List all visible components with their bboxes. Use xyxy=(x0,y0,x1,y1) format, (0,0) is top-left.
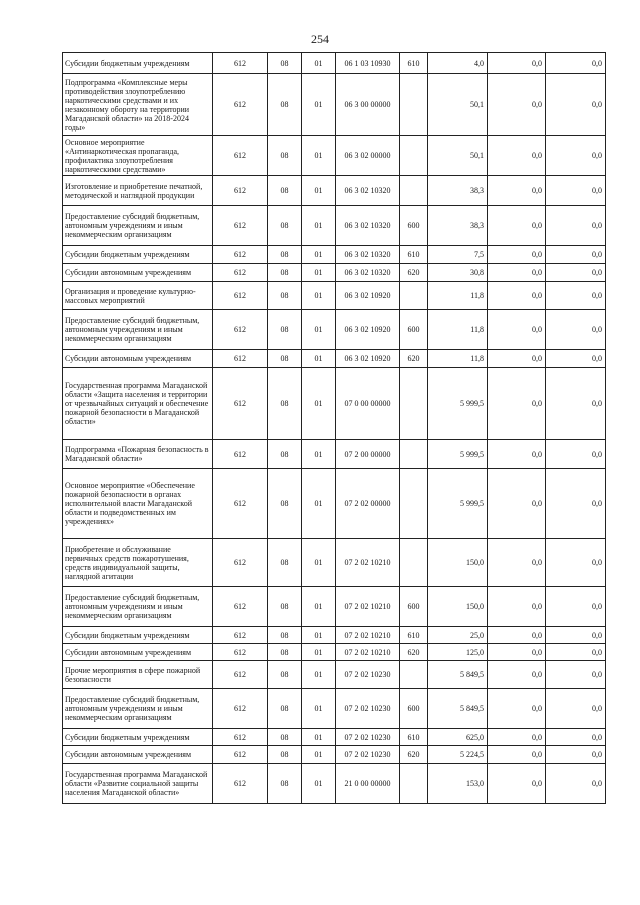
target-article: 06 3 02 10320 xyxy=(336,176,400,206)
amount-year-2: 0,0 xyxy=(488,746,546,764)
expense-type: 600 xyxy=(400,206,428,246)
expense-type: 610 xyxy=(400,729,428,746)
ministry-code: 612 xyxy=(213,746,268,764)
amount-year-1: 5 999,5 xyxy=(428,368,488,440)
expense-type: 600 xyxy=(400,587,428,627)
subsection-code: 01 xyxy=(302,469,336,539)
target-article: 06 3 00 00000 xyxy=(336,74,400,136)
section-code: 08 xyxy=(268,689,302,729)
row-name: Предоставление субсидий бюджетным, автономным учреждениям и иным некоммерческим организациям xyxy=(63,206,213,246)
target-article: 07 2 02 10210 xyxy=(336,587,400,627)
row-name: Подпрограмма «Пожарная безопасность в Магаданской области» xyxy=(63,440,213,469)
table-row xyxy=(63,176,606,206)
amount-year-2: 0,0 xyxy=(488,627,546,644)
ministry-code: 612 xyxy=(213,729,268,746)
target-article: 07 2 02 10230 xyxy=(336,689,400,729)
subsection-code: 01 xyxy=(302,246,336,264)
table-row xyxy=(63,627,606,644)
amount-year-3: 0,0 xyxy=(546,350,606,368)
ministry-code: 612 xyxy=(213,282,268,310)
subsection-code: 01 xyxy=(302,136,336,176)
ministry-code: 612 xyxy=(213,764,268,804)
amount-year-3: 0,0 xyxy=(546,74,606,136)
ministry-code: 612 xyxy=(213,310,268,350)
expense-type xyxy=(400,282,428,310)
expense-type: 620 xyxy=(400,264,428,282)
subsection-code: 01 xyxy=(302,587,336,627)
target-article: 06 3 02 00000 xyxy=(336,136,400,176)
target-article: 07 2 02 00000 xyxy=(336,469,400,539)
section-code: 08 xyxy=(268,469,302,539)
table-row xyxy=(63,206,606,246)
row-name: Государственная программа Магаданской области «Развитие социальной защиты населения Магаданской области» xyxy=(63,764,213,804)
ministry-code: 612 xyxy=(213,440,268,469)
budget-table xyxy=(62,52,606,804)
ministry-code: 612 xyxy=(213,689,268,729)
table-row xyxy=(63,689,606,729)
row-name: Субсидии бюджетным учреждениям xyxy=(63,53,213,74)
ministry-code: 612 xyxy=(213,539,268,587)
expense-type xyxy=(400,176,428,206)
row-name: Субсидии бюджетным учреждениям xyxy=(63,627,213,644)
target-article: 07 2 02 10210 xyxy=(336,627,400,644)
row-name: Прочие мероприятия в сфере пожарной безопасности xyxy=(63,661,213,689)
table-row xyxy=(63,310,606,350)
section-code: 08 xyxy=(268,440,302,469)
subsection-code: 01 xyxy=(302,310,336,350)
target-article: 07 0 00 00000 xyxy=(336,368,400,440)
row-name: Изготовление и приобретение печатной, методической и наглядной продукции xyxy=(63,176,213,206)
row-name: Субсидии автономным учреждениям xyxy=(63,264,213,282)
table-row xyxy=(63,644,606,661)
amount-year-2: 0,0 xyxy=(488,539,546,587)
row-name: Предоставление субсидий бюджетным, автономным учреждениям и иным некоммерческим организациям xyxy=(63,689,213,729)
table-row xyxy=(63,282,606,310)
amount-year-3: 0,0 xyxy=(546,661,606,689)
table-row xyxy=(63,53,606,74)
ministry-code: 612 xyxy=(213,368,268,440)
amount-year-2: 0,0 xyxy=(488,136,546,176)
section-code: 08 xyxy=(268,764,302,804)
subsection-code: 01 xyxy=(302,176,336,206)
subsection-code: 01 xyxy=(302,206,336,246)
table-row xyxy=(63,440,606,469)
row-name: Субсидии автономным учреждениям xyxy=(63,746,213,764)
ministry-code: 612 xyxy=(213,136,268,176)
amount-year-2: 0,0 xyxy=(488,264,546,282)
amount-year-2: 0,0 xyxy=(488,350,546,368)
table-row xyxy=(63,764,606,804)
subsection-code: 01 xyxy=(302,644,336,661)
amount-year-2: 0,0 xyxy=(488,206,546,246)
expense-type xyxy=(400,469,428,539)
expense-type xyxy=(400,764,428,804)
amount-year-1: 4,0 xyxy=(428,53,488,74)
section-code: 08 xyxy=(268,282,302,310)
amount-year-1: 11,8 xyxy=(428,282,488,310)
subsection-code: 01 xyxy=(302,350,336,368)
table-row xyxy=(63,661,606,689)
amount-year-3: 0,0 xyxy=(546,246,606,264)
amount-year-1: 5 849,5 xyxy=(428,689,488,729)
ministry-code: 612 xyxy=(213,53,268,74)
table-row xyxy=(63,368,606,440)
amount-year-2: 0,0 xyxy=(488,282,546,310)
amount-year-2: 0,0 xyxy=(488,644,546,661)
amount-year-1: 150,0 xyxy=(428,539,488,587)
amount-year-1: 30,8 xyxy=(428,264,488,282)
amount-year-2: 0,0 xyxy=(488,310,546,350)
ministry-code: 612 xyxy=(213,661,268,689)
section-code: 08 xyxy=(268,206,302,246)
amount-year-3: 0,0 xyxy=(546,53,606,74)
table-row xyxy=(63,746,606,764)
amount-year-1: 153,0 xyxy=(428,764,488,804)
subsection-code: 01 xyxy=(302,539,336,587)
amount-year-2: 0,0 xyxy=(488,176,546,206)
amount-year-1: 11,8 xyxy=(428,310,488,350)
subsection-code: 01 xyxy=(302,264,336,282)
ministry-code: 612 xyxy=(213,587,268,627)
table-row xyxy=(63,74,606,136)
row-name: Подпрограмма «Комплексные меры противодействия злоупотреблению наркотическими средствами и их незаконному обороту на территории Магаданской области» на 2018-2024 годы» xyxy=(63,74,213,136)
expense-type: 610 xyxy=(400,627,428,644)
amount-year-1: 50,1 xyxy=(428,136,488,176)
subsection-code: 01 xyxy=(302,689,336,729)
amount-year-3: 0,0 xyxy=(546,440,606,469)
target-article: 06 3 02 10320 xyxy=(336,264,400,282)
amount-year-3: 0,0 xyxy=(546,644,606,661)
subsection-code: 01 xyxy=(302,74,336,136)
amount-year-3: 0,0 xyxy=(546,282,606,310)
amount-year-2: 0,0 xyxy=(488,689,546,729)
ministry-code: 612 xyxy=(213,627,268,644)
table-row xyxy=(63,264,606,282)
row-name: Государственная программа Магаданской области «Защита населения и территории от чрезвычайных ситуаций и обеспечение пожарной безопасности в Магаданской области» xyxy=(63,368,213,440)
subsection-code: 01 xyxy=(302,368,336,440)
ministry-code: 612 xyxy=(213,246,268,264)
row-name: Субсидии автономным учреждениям xyxy=(63,350,213,368)
target-article: 07 2 02 10230 xyxy=(336,729,400,746)
target-article: 06 3 02 10920 xyxy=(336,282,400,310)
amount-year-1: 5 999,5 xyxy=(428,469,488,539)
amount-year-2: 0,0 xyxy=(488,440,546,469)
amount-year-1: 25,0 xyxy=(428,627,488,644)
amount-year-3: 0,0 xyxy=(546,627,606,644)
amount-year-3: 0,0 xyxy=(546,310,606,350)
table-row xyxy=(63,729,606,746)
section-code: 08 xyxy=(268,587,302,627)
target-article: 06 1 03 10930 xyxy=(336,53,400,74)
target-article: 07 2 02 10230 xyxy=(336,746,400,764)
amount-year-1: 5 849,5 xyxy=(428,661,488,689)
section-code: 08 xyxy=(268,53,302,74)
subsection-code: 01 xyxy=(302,53,336,74)
row-name: Приобретение и обслуживание первичных средств пожаротушения, средств индивидуальной защиты, наглядной агитации xyxy=(63,539,213,587)
target-article: 06 3 02 10320 xyxy=(336,206,400,246)
ministry-code: 612 xyxy=(213,206,268,246)
section-code: 08 xyxy=(268,136,302,176)
amount-year-3: 0,0 xyxy=(546,539,606,587)
budget-table-body xyxy=(63,53,606,804)
target-article: 07 2 00 00000 xyxy=(336,440,400,469)
expense-type: 620 xyxy=(400,644,428,661)
section-code: 08 xyxy=(268,368,302,440)
section-code: 08 xyxy=(268,729,302,746)
expense-type xyxy=(400,539,428,587)
amount-year-2: 0,0 xyxy=(488,587,546,627)
expense-type xyxy=(400,368,428,440)
subsection-code: 01 xyxy=(302,627,336,644)
expense-type: 610 xyxy=(400,246,428,264)
amount-year-3: 0,0 xyxy=(546,587,606,627)
ministry-code: 612 xyxy=(213,644,268,661)
row-name: Субсидии автономным учреждениям xyxy=(63,644,213,661)
expense-type: 620 xyxy=(400,746,428,764)
section-code: 08 xyxy=(268,661,302,689)
target-article: 21 0 00 00000 xyxy=(336,764,400,804)
ministry-code: 612 xyxy=(213,176,268,206)
expense-type xyxy=(400,661,428,689)
amount-year-3: 0,0 xyxy=(546,176,606,206)
table-row xyxy=(63,587,606,627)
target-article: 07 2 02 10230 xyxy=(336,661,400,689)
page-number: 254 xyxy=(311,32,329,46)
amount-year-1: 7,5 xyxy=(428,246,488,264)
section-code: 08 xyxy=(268,176,302,206)
target-article: 06 3 02 10920 xyxy=(336,350,400,368)
expense-type: 600 xyxy=(400,310,428,350)
amount-year-2: 0,0 xyxy=(488,74,546,136)
amount-year-3: 0,0 xyxy=(546,746,606,764)
amount-year-2: 0,0 xyxy=(488,53,546,74)
amount-year-2: 0,0 xyxy=(488,246,546,264)
amount-year-3: 0,0 xyxy=(546,729,606,746)
section-code: 08 xyxy=(268,539,302,587)
amount-year-2: 0,0 xyxy=(488,368,546,440)
ministry-code: 612 xyxy=(213,264,268,282)
ministry-code: 612 xyxy=(213,469,268,539)
subsection-code: 01 xyxy=(302,746,336,764)
expense-type: 620 xyxy=(400,350,428,368)
table-row xyxy=(63,246,606,264)
expense-type: 600 xyxy=(400,689,428,729)
row-name: Организация и проведение культурно-массовых мероприятий xyxy=(63,282,213,310)
section-code: 08 xyxy=(268,746,302,764)
row-name: Предоставление субсидий бюджетным, автономным учреждениям и иным некоммерческим организациям xyxy=(63,310,213,350)
amount-year-3: 0,0 xyxy=(546,368,606,440)
row-name: Основное мероприятие «Обеспечение пожарной безопасности в органах исполнительной власти Магаданской области и подведомственных им учреждениях» xyxy=(63,469,213,539)
amount-year-3: 0,0 xyxy=(546,469,606,539)
amount-year-3: 0,0 xyxy=(546,689,606,729)
target-article: 07 2 02 10210 xyxy=(336,644,400,661)
subsection-code: 01 xyxy=(302,440,336,469)
amount-year-1: 150,0 xyxy=(428,587,488,627)
amount-year-1: 38,3 xyxy=(428,176,488,206)
expense-type xyxy=(400,440,428,469)
amount-year-2: 0,0 xyxy=(488,661,546,689)
subsection-code: 01 xyxy=(302,764,336,804)
section-code: 08 xyxy=(268,264,302,282)
ministry-code: 612 xyxy=(213,74,268,136)
subsection-code: 01 xyxy=(302,661,336,689)
row-name: Субсидии бюджетным учреждениям xyxy=(63,246,213,264)
amount-year-3: 0,0 xyxy=(546,206,606,246)
expense-type: 610 xyxy=(400,53,428,74)
section-code: 08 xyxy=(268,310,302,350)
section-code: 08 xyxy=(268,74,302,136)
row-name: Предоставление субсидий бюджетным, автономным учреждениям и иным некоммерческим организациям xyxy=(63,587,213,627)
section-code: 08 xyxy=(268,350,302,368)
section-code: 08 xyxy=(268,644,302,661)
row-name: Основное мероприятие «Антинаркотическая пропаганда, профилактика злоупотребления наркотическими средствами» xyxy=(63,136,213,176)
ministry-code: 612 xyxy=(213,350,268,368)
amount-year-2: 0,0 xyxy=(488,469,546,539)
amount-year-1: 38,3 xyxy=(428,206,488,246)
amount-year-1: 5 999,5 xyxy=(428,440,488,469)
amount-year-1: 11,8 xyxy=(428,350,488,368)
table-row xyxy=(63,469,606,539)
amount-year-1: 125,0 xyxy=(428,644,488,661)
row-name: Субсидии бюджетным учреждениям xyxy=(63,729,213,746)
table-row xyxy=(63,350,606,368)
section-code: 08 xyxy=(268,246,302,264)
amount-year-3: 0,0 xyxy=(546,264,606,282)
subsection-code: 01 xyxy=(302,729,336,746)
target-article: 07 2 02 10210 xyxy=(336,539,400,587)
table-row xyxy=(63,539,606,587)
amount-year-1: 50,1 xyxy=(428,74,488,136)
expense-type xyxy=(400,74,428,136)
amount-year-2: 0,0 xyxy=(488,729,546,746)
subsection-code: 01 xyxy=(302,282,336,310)
expense-type xyxy=(400,136,428,176)
amount-year-3: 0,0 xyxy=(546,764,606,804)
target-article: 06 3 02 10920 xyxy=(336,310,400,350)
section-code: 08 xyxy=(268,627,302,644)
amount-year-2: 0,0 xyxy=(488,764,546,804)
target-article: 06 3 02 10320 xyxy=(336,246,400,264)
amount-year-1: 5 224,5 xyxy=(428,746,488,764)
table-row xyxy=(63,136,606,176)
amount-year-1: 625,0 xyxy=(428,729,488,746)
amount-year-3: 0,0 xyxy=(546,136,606,176)
